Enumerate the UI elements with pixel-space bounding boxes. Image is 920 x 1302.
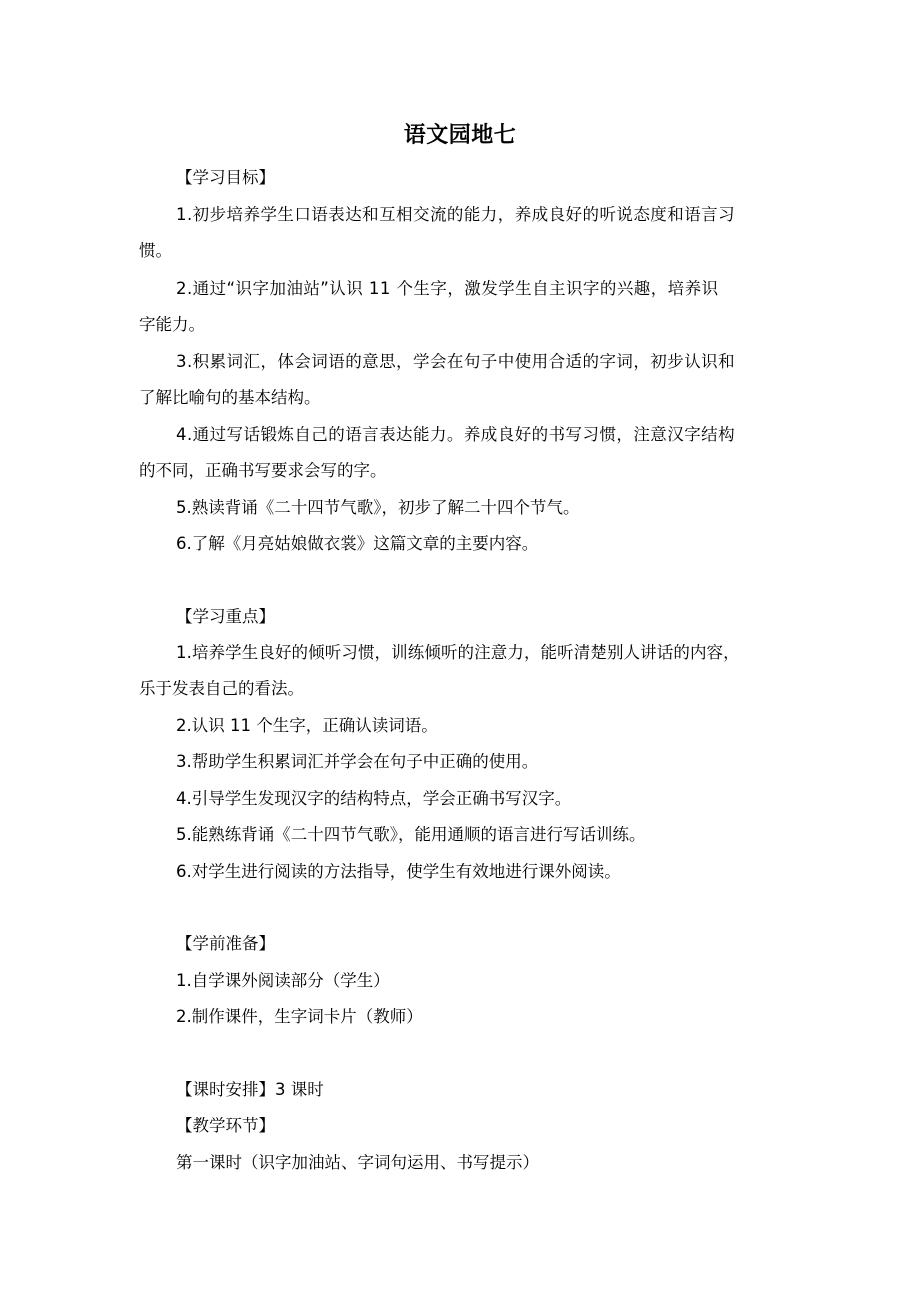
first-lesson-line: 第一课时（识字加油站、字词句运用、书写提示） <box>176 1153 539 1172</box>
section-heading-schedule: 【课时安排】 <box>176 1080 275 1099</box>
goal-item-2-line-2: 字能力。 <box>139 315 205 334</box>
goal-item-6: 6.了解《月亮姑娘做衣裳》这篇文章的主要内容。 <box>176 534 539 553</box>
focus-item-6: 6.对学生进行阅读的方法指导，使学生有效地进行课外阅读。 <box>176 862 621 881</box>
focus-item-5: 5.能熟练背诵《二十四节气歌》，能用通顺的语言进行写话训练。 <box>176 825 646 844</box>
section-heading-goals: 【学习目标】 <box>176 168 275 187</box>
goal-item-1-line-1: 1.初步培养学生口语表达和互相交流的能力，养成良好的听说态度和语言习 <box>176 205 736 224</box>
focus-item-3: 3.帮助学生积累词汇并学会在句子中正确的使用。 <box>176 752 539 771</box>
goal-item-3-line-1: 3.积累词汇，体会词语的意思，学会在句子中使用合适的字词，初步认识和 <box>176 352 736 371</box>
schedule-value: 3 课时 <box>275 1080 324 1099</box>
goal-item-1-line-2: 惯。 <box>139 241 172 260</box>
section-heading-preparation: 【学前准备】 <box>176 934 275 953</box>
preparation-item-1: 1.自学课外阅读部分（学生） <box>176 971 390 990</box>
goal-item-2-line-1: 2.通过“识字加油站”认识 11 个生字，激发学生自主识字的兴趣，培养识 <box>176 279 719 298</box>
goal-item-4-line-2: 的不同，正确书写要求会写的字。 <box>139 461 387 480</box>
focus-item-1-line-2: 乐于发表自己的看法。 <box>139 679 304 698</box>
focus-item-4: 4.引导学生发现汉字的结构特点，学会正确书写汉字。 <box>176 789 572 808</box>
goal-item-5: 5.熟读背诵《二十四节气歌》，初步了解二十四个节气。 <box>176 498 580 517</box>
schedule-line <box>176 1078 324 1102</box>
focus-item-2: 2.认识 11 个生字，正确认读词语。 <box>176 716 438 735</box>
goal-item-3-line-2: 了解比喻句的基本结构。 <box>139 388 321 407</box>
page-title: 语文园地七 <box>403 123 517 148</box>
preparation-item-2: 2.制作课件，生字词卡片（教师） <box>176 1007 423 1026</box>
section-heading-focus: 【学习重点】 <box>176 607 275 626</box>
focus-item-1-line-1: 1.培养学生良好的倾听习惯，训练倾听的注意力，能听清楚别人讲话的内容， <box>176 643 740 662</box>
section-heading-steps: 【教学环节】 <box>176 1116 275 1135</box>
goal-item-4-line-1: 4.通过写话锻炼自己的语言表达能力。养成良好的书写习惯，注意汉字结构 <box>176 425 736 444</box>
